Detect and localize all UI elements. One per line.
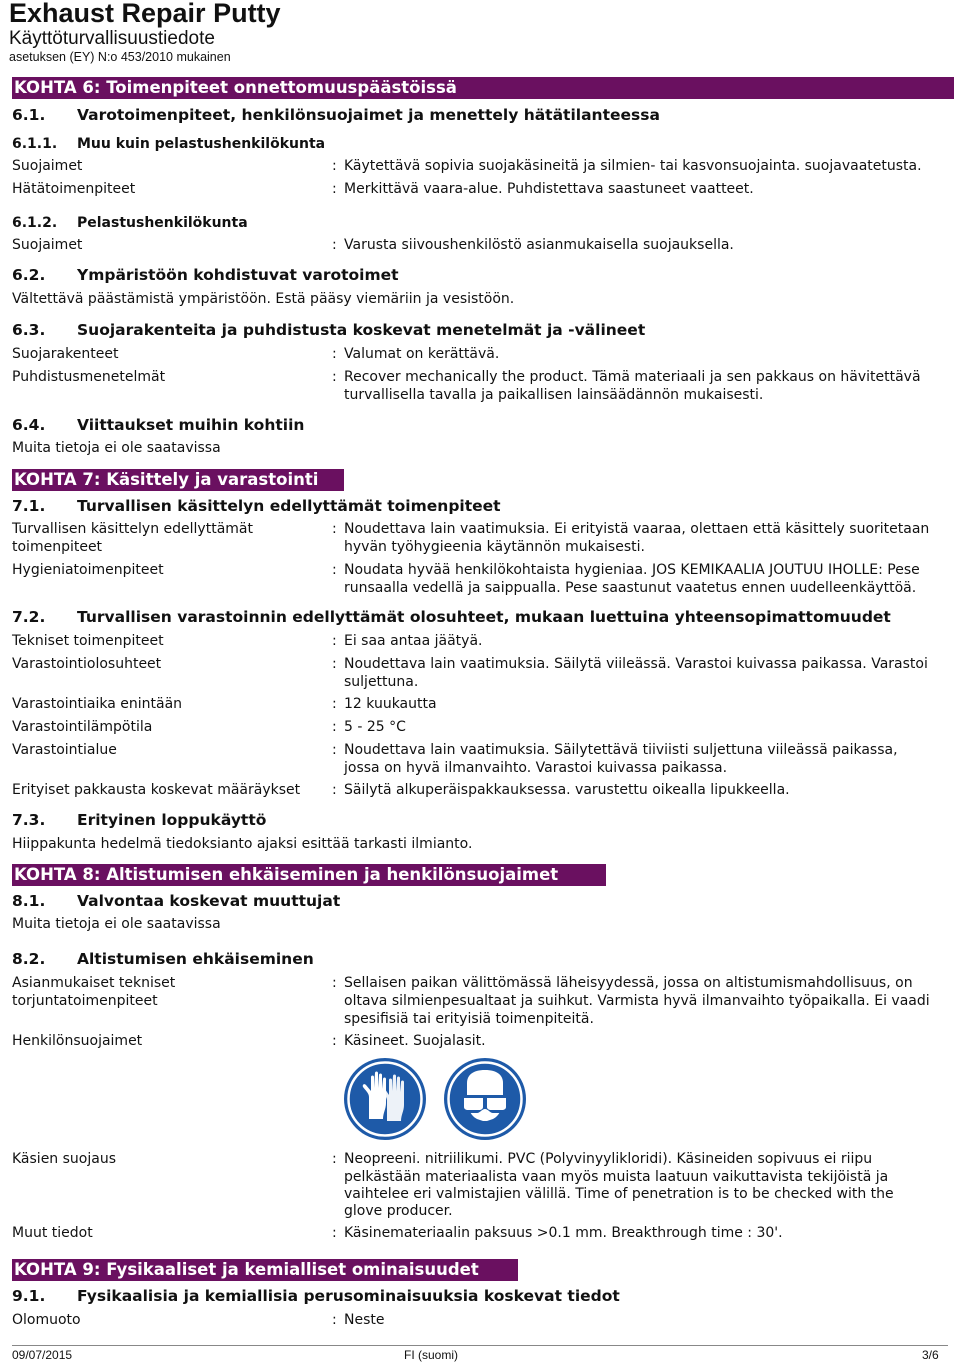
- row-value-line-1: Recover mechanically the product. Tämä materiaali ja sen pakkaus on hävitettävä: [344, 369, 921, 385]
- heading-7-2-number: 7.2.: [12, 608, 46, 626]
- row-value-line-1: Noudettava lain vaatimuksia. Säilytä viileässä. Varastoi kuivassa paikassa. Varastoi: [344, 656, 928, 672]
- row-label: Muut tiedot: [12, 1225, 93, 1241]
- heading-6-1-1-number: 6.1.1.: [12, 136, 58, 152]
- row-value: Käytettävä sopivia suojakäsineitä ja silmien- tai kasvonsuojainta. suojavaatetusta.: [344, 158, 922, 174]
- row-label: Hätätoimenpiteet: [12, 181, 136, 197]
- row-label: Puhdistusmenetelmät: [12, 369, 166, 385]
- section-9-band: KOHTA 9: Fysikaaliset ja kemialliset ominaisuudet: [12, 1259, 518, 1281]
- row-value-line-2: runsaalla vedellä ja saippualla. Pese saastunut vaatetus ennen uudelleenkäyttöä.: [344, 580, 917, 596]
- row-label-line-2: toimenpiteet: [12, 539, 103, 555]
- heading-8-2-title: Altistumisen ehkäiseminen: [77, 950, 314, 968]
- section-8-band: KOHTA 8: Altistumisen ehkäiseminen ja henkilönsuojaimet: [12, 864, 606, 886]
- goggles-pictogram-icon: [443, 1057, 527, 1141]
- row-label: Varastointiolosuhteet: [12, 656, 162, 672]
- row-value-line-1: Sellaisen paikan välittömässä läheisyydessä, jossa on altistumismahdollisuus, on: [344, 975, 913, 991]
- row-value-line-3: spesifisiä tai erityisiä toimenpiteitä.: [344, 1011, 594, 1027]
- row-value: Ei saa antaa jäätyä.: [344, 633, 483, 649]
- paragraph: Hiippakunta hedelmä tiedoksianto ajaksi esittää tarkasti ilmianto.: [12, 836, 473, 852]
- document-subtitle: Käyttöturvallisuustiedote: [9, 28, 215, 49]
- row-label: Suojarakenteet: [12, 346, 119, 362]
- row-value-line-2: jossa on hyvä ilmanvaihto. Varastoi kuivassa paikassa.: [344, 760, 728, 776]
- row-value: Säilytä alkuperäispakkauksessa. varustettu oikealla lipukkeella.: [344, 782, 790, 798]
- colon: :: [332, 975, 337, 991]
- heading-7-2-title: Turvallisen varastoinnin edellyttämät olosuhteet, mukaan luettuina yhteensopimattomuudet: [77, 608, 891, 626]
- row-value: Neste: [344, 1312, 385, 1328]
- row-label: Hygieniatoimenpiteet: [12, 562, 164, 578]
- heading-9-1-title: Fysikaalisia ja kemiallisia perusominaisuuksia koskevat tiedot: [77, 1287, 620, 1305]
- colon: :: [332, 742, 337, 758]
- colon: :: [332, 158, 337, 174]
- footer-page-number: 3/6: [922, 1348, 939, 1362]
- row-label: Olomuoto: [12, 1312, 81, 1328]
- row-label: Suojaimet: [12, 237, 83, 253]
- row-label: Suojaimet: [12, 158, 83, 174]
- colon: :: [332, 237, 337, 253]
- heading-6-2-number: 6.2.: [12, 266, 46, 284]
- heading-6-1-2-title: Pelastushenkilökunta: [77, 215, 248, 231]
- heading-6-1-1-title: Muu kuin pelastushenkilökunta: [77, 136, 326, 152]
- row-label: Varastointilämpötila: [12, 719, 153, 735]
- row-value-line-2: turvallisella tavalla ja paikallisen lainsäädännön mukaisesti.: [344, 387, 764, 403]
- row-label: Erityiset pakkausta koskevat määräykset: [12, 782, 301, 798]
- colon: :: [332, 656, 337, 672]
- heading-6-1-number: 6.1.: [12, 106, 46, 124]
- footer-language: FI (suomi): [404, 1348, 458, 1362]
- heading-9-1-number: 9.1.: [12, 1287, 46, 1305]
- regulation-note: asetuksen (EY) N:o 453/2010 mukainen: [9, 50, 231, 64]
- row-value: Käsineet. Suojalasit.: [344, 1033, 486, 1049]
- row-value: 5 - 25 °C: [344, 719, 406, 735]
- row-value-line-4: glove producer.: [344, 1203, 453, 1219]
- row-value-line-3: vaihtelee eri valmistajien välillä. Time of penetration is to be checked with the: [344, 1186, 894, 1202]
- colon: :: [332, 369, 337, 385]
- paragraph: Muita tietoja ei ole saatavissa: [12, 916, 221, 932]
- heading-8-1-title: Valvontaa koskevat muuttujat: [77, 892, 341, 910]
- heading-7-3-number: 7.3.: [12, 811, 46, 829]
- heading-6-3-number: 6.3.: [12, 321, 46, 339]
- row-value: 12 kuukautta: [344, 696, 437, 712]
- heading-6-1-title: Varotoimenpiteet, henkilönsuojaimet ja menettely hätätilanteessa: [77, 106, 660, 124]
- row-value-line-2: suljettuna.: [344, 674, 419, 690]
- row-value-line-1: Neopreeni. nitriilikumi. PVC (Polyvinyylikloridi). Käsineiden sopivuus ei riipu: [344, 1151, 873, 1167]
- document-header: [9, 0, 281, 65]
- row-label: Varastointialue: [12, 742, 117, 758]
- heading-7-3-title: Erityinen loppukäyttö: [77, 811, 267, 829]
- section-6-band: KOHTA 6: Toimenpiteet onnettomuuspäästöissä: [12, 77, 954, 99]
- colon: :: [332, 1312, 337, 1328]
- colon: :: [332, 633, 337, 649]
- heading-6-4-title: Viittaukset muihin kohtiin: [77, 416, 305, 434]
- row-value-line-2: pelkästään materiaalista vaan myös muista laatuun vaikuttavista tekijöistä ja: [344, 1169, 889, 1185]
- heading-8-1-number: 8.1.: [12, 892, 46, 910]
- row-value-line-2: hyvän työhygieenia käytännön mukaisesti.: [344, 539, 645, 555]
- colon: :: [332, 1033, 337, 1049]
- colon: :: [332, 521, 337, 537]
- row-label-line-1: Asianmukaiset tekniset: [12, 975, 176, 991]
- heading-6-2-title: Ympäristöön kohdistuvat varotoimet: [77, 266, 399, 284]
- row-value: Valumat on kerättävä.: [344, 346, 500, 362]
- footer-divider: [12, 1345, 948, 1346]
- colon: :: [332, 719, 337, 735]
- row-value-line-1: Noudata hyvää henkilökohtaista hygieniaa. JOS KEMIKAALIA JOUTUU IHOLLE: Pese: [344, 562, 920, 578]
- colon: :: [332, 562, 337, 578]
- row-value: Merkittävä vaara-alue. Puhdistettava saastuneet vaatteet.: [344, 181, 754, 197]
- heading-8-2-number: 8.2.: [12, 950, 46, 968]
- row-value-line-1: Noudettava lain vaatimuksia. Ei erityistä vaaraa, olettaen että käsittely suoritetaan: [344, 521, 930, 537]
- row-label-line-1: Turvallisen käsittelyn edellyttämät: [12, 521, 253, 537]
- colon: :: [332, 1151, 337, 1167]
- heading-6-4-number: 6.4.: [12, 416, 46, 434]
- row-value: Käsinemateriaalin paksuus >0.1 mm. Breakthrough time : 30'.: [344, 1225, 783, 1241]
- section-7-band: KOHTA 7: Käsittely ja varastointi: [12, 469, 344, 491]
- paragraph: Muita tietoja ei ole saatavissa: [12, 440, 221, 456]
- colon: :: [332, 696, 337, 712]
- product-title: Exhaust Repair Putty: [9, 0, 281, 28]
- row-value-line-2: oltava silmienpesualtaat ja suihkut. Varmista hyvä ilmanvaihto työpaikalla. Ei vaadi: [344, 993, 930, 1009]
- heading-7-1-title: Turvallisen käsittelyn edellyttämät toimenpiteet: [77, 497, 501, 515]
- colon: :: [332, 1225, 337, 1241]
- row-label: Käsien suojaus: [12, 1151, 117, 1167]
- paragraph: Vältettävä päästämistä ympäristöön. Estä pääsy viemäriin ja vesistöön.: [12, 291, 515, 307]
- row-label-line-2: torjuntatoimenpiteet: [12, 993, 158, 1009]
- row-value-line-1: Noudettava lain vaatimuksia. Säilytettävä tiiviisti suljettuna viileässä paikassa,: [344, 742, 898, 758]
- heading-6-1-2-number: 6.1.2.: [12, 215, 58, 231]
- heading-7-1-number: 7.1.: [12, 497, 46, 515]
- colon: :: [332, 782, 337, 798]
- row-value: Varusta siivoushenkilöstö asianmukaisella suojauksella.: [344, 237, 734, 253]
- footer-date: 09/07/2015: [12, 1348, 73, 1362]
- row-label: Tekniset toimenpiteet: [12, 633, 164, 649]
- gloves-pictogram-icon: [343, 1057, 427, 1141]
- row-label: Henkilönsuojaimet: [12, 1033, 143, 1049]
- colon: :: [332, 181, 337, 197]
- heading-6-3-title: Suojarakenteita ja puhdistusta koskevat menetelmät ja -välineet: [77, 321, 646, 339]
- colon: :: [332, 346, 337, 362]
- row-label: Varastointiaika enintään: [12, 696, 183, 712]
